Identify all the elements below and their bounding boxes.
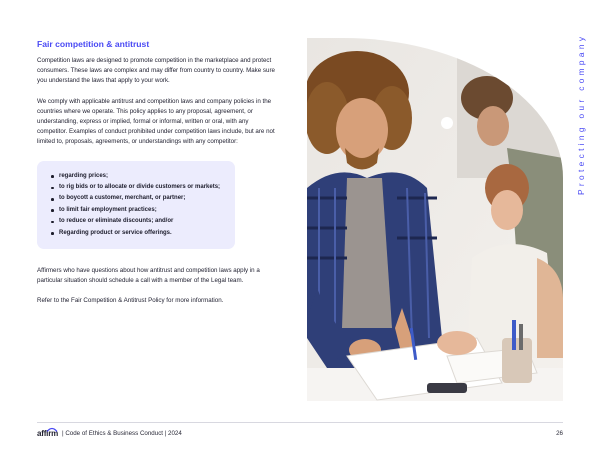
policy-reference-paragraph: Refer to the Fair Competition & Antitrust Policy for more information. <box>37 297 224 305</box>
list-item: to boycott a customer, merchant, or partner; <box>51 193 225 204</box>
footer-divider <box>37 422 563 423</box>
prohibited-conduct-list <box>51 171 225 239</box>
prohibited-conduct-callout <box>37 161 235 249</box>
footer-document-title: | Code of Ethics & Business Conduct | 2024 <box>62 430 182 437</box>
list-item: to reduce or eliminate discounts; and/or <box>51 216 225 227</box>
page-number: 26 <box>556 430 563 437</box>
list-item: regarding prices; <box>51 171 225 182</box>
side-tagline-text: Protecting our company <box>576 33 586 195</box>
photo-illustration <box>307 38 563 401</box>
list-item: to limit fair employment practices; <box>51 205 225 216</box>
affirm-logo: affirm <box>37 429 59 438</box>
list-item: to rig bids or to allocate or divide customers or markets; <box>51 182 225 193</box>
list-item: Regarding product or service offerings. <box>51 228 225 239</box>
questions-paragraph: Affirmers who have questions about how antitrust and competition laws apply in a particular situation should schedule a call with a member of the Legal team. <box>37 267 260 285</box>
main-content <box>37 39 275 317</box>
section-title: Fair competition & antitrust <box>37 39 150 49</box>
policy-paragraph: We comply with applicable antitrust and competition laws and company policies in the countries where we operate. This policy applies to any proposal, agreement, or understanding, express or implied, formal or informal, written or oral, with any competitor. Examples of conduct prohibited under competition laws include, but are not limited to, proposals, agreements, or understandings with any competitor: <box>37 97 275 146</box>
footer <box>37 429 563 441</box>
logo-arc-icon <box>46 427 58 432</box>
intro-paragraph: Competition laws are designed to promote competition in the marketplace and protect consumers. These laws are complex and may differ from country to country. Make sure you understand the laws that apply to your work. <box>37 57 275 85</box>
team-collaboration-photo <box>307 38 563 401</box>
